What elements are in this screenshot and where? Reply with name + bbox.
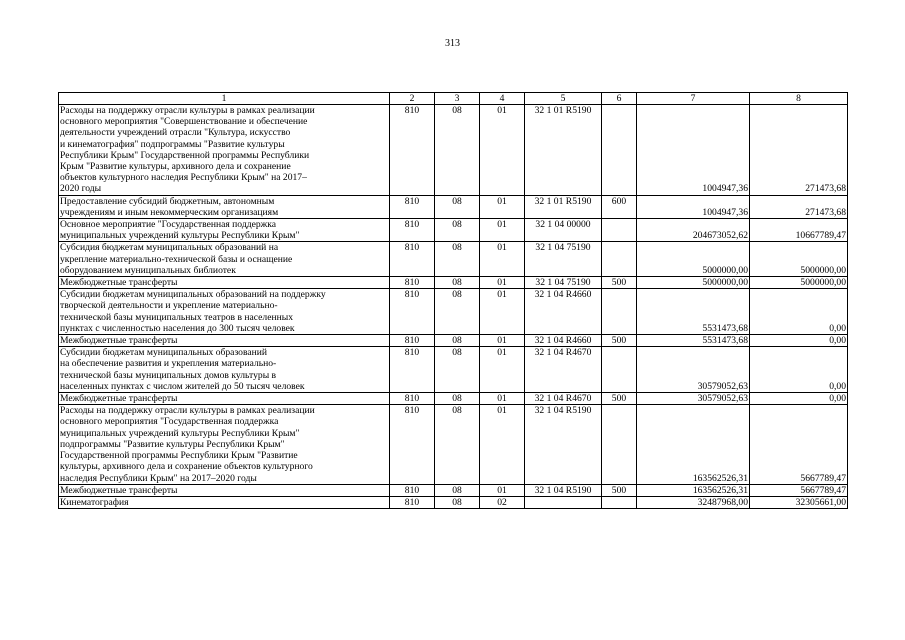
table-row <box>59 195 848 218</box>
target-article-cell: 32 1 04 R4660 <box>525 335 602 347</box>
subsection-code-cell: 01 <box>480 289 525 335</box>
row-name-line: основного мероприятия "Совершенствование и обеспечение <box>60 116 308 128</box>
row-name-line: деятельности учреждений отрасли "Культура, искусство <box>60 127 291 139</box>
page-number: 313 <box>445 38 460 49</box>
row-name-cell <box>59 289 390 335</box>
amount-col7-cell: 30579052,63 <box>637 393 750 405</box>
row-name-line: Государственной программы Республики Крым "Развитие <box>60 450 298 462</box>
table-header-row <box>59 93 848 105</box>
row-name-line: Кинематография <box>60 496 129 508</box>
row-name-cell <box>59 405 390 484</box>
target-article-cell: 32 1 04 R4670 <box>525 393 602 405</box>
table-row <box>59 219 848 242</box>
row-name-line: Основное мероприятие "Государственная поддержка <box>60 219 277 231</box>
amount-col8-cell: 0,00 <box>750 335 848 347</box>
amount-col7-cell: 5531473,68 <box>637 335 750 347</box>
table-row <box>59 484 848 496</box>
target-article-cell: 32 1 04 75190 <box>525 277 602 289</box>
row-name-cell <box>59 242 390 277</box>
amount-col8-cell: 5667789,47 <box>750 405 848 484</box>
target-article-cell: 32 1 04 R5190 <box>525 405 602 484</box>
expense-type-cell: 500 <box>602 484 637 496</box>
subsection-code-cell: 01 <box>480 484 525 496</box>
target-article-cell: 32 1 04 R5190 <box>525 484 602 496</box>
amount-col8-cell: 0,00 <box>750 393 848 405</box>
subsection-code-cell: 01 <box>480 335 525 347</box>
header-cell: 6 <box>602 93 637 105</box>
subsection-code-cell: 01 <box>480 242 525 277</box>
expense-type-cell <box>602 219 637 242</box>
budget-table <box>58 92 848 509</box>
subsection-code-cell: 01 <box>480 277 525 289</box>
row-name-line: 2020 годы <box>60 183 102 195</box>
header-cell: 2 <box>390 93 435 105</box>
row-name-line: пунктах с численностью населения до 300 тысяч человек <box>60 322 295 334</box>
ministry-code-cell: 810 <box>390 405 435 484</box>
row-name-line: Предоставление субсидий бюджетным, автономным <box>60 195 275 207</box>
row-name-line: Расходы на поддержку отрасли культуры в рамках реализации <box>60 105 315 116</box>
amount-col7-cell: 204673052,62 <box>637 219 750 242</box>
table-row <box>59 242 848 277</box>
amount-col7-cell: 163562526,31 <box>637 484 750 496</box>
amount-col8-cell: 32305661,00 <box>750 496 848 508</box>
row-name-line: технической базы муниципальных домов культуры в <box>60 369 277 381</box>
amount-col8-cell: 271473,68 <box>750 105 848 196</box>
ministry-code-cell: 810 <box>390 289 435 335</box>
table-row <box>59 393 848 405</box>
subsection-code-cell: 01 <box>480 105 525 196</box>
table-row <box>59 347 848 393</box>
amount-col8-cell: 271473,68 <box>750 195 848 218</box>
amount-col7-cell: 5000000,00 <box>637 242 750 277</box>
row-name-line: Межбюджетные трансферты <box>60 277 178 289</box>
ministry-code-cell: 810 <box>390 195 435 218</box>
row-name-cell <box>59 105 390 196</box>
table-row <box>59 496 848 508</box>
row-name-line: культуры, архивного дела и сохранение объектов культурного <box>60 461 313 473</box>
row-name-line: наследия Республики Крым" на 2017–2020 годы <box>60 472 257 484</box>
expense-type-cell: 500 <box>602 277 637 289</box>
row-name-cell <box>59 219 390 242</box>
subsection-code-cell: 01 <box>480 405 525 484</box>
header-cell: 3 <box>435 93 480 105</box>
row-name-line: технической базы муниципальных театров в населенных <box>60 311 293 323</box>
subsection-code-cell: 01 <box>480 219 525 242</box>
row-name-line: творческой деятельности и укрепление материально- <box>60 300 278 312</box>
section-code-cell: 08 <box>435 105 480 196</box>
section-code-cell: 08 <box>435 289 480 335</box>
table-row <box>59 277 848 289</box>
row-name-line: учреждениям и иным некоммерческим организациям <box>60 206 279 218</box>
header-cell: 7 <box>637 93 750 105</box>
row-name-cell <box>59 496 390 508</box>
amount-col7-cell: 5000000,00 <box>637 277 750 289</box>
amount-col7-cell: 163562526,31 <box>637 405 750 484</box>
subsection-code-cell: 01 <box>480 347 525 393</box>
row-name-line: Межбюджетные трансферты <box>60 393 178 405</box>
row-name-line: и кинематография" подпрограммы "Развитие культуры <box>60 138 285 150</box>
row-name-line: Межбюджетные трансферты <box>60 335 178 347</box>
ministry-code-cell: 810 <box>390 219 435 242</box>
header-cell: 4 <box>480 93 525 105</box>
ministry-code-cell: 810 <box>390 347 435 393</box>
amount-col7-cell: 30579052,63 <box>637 347 750 393</box>
expense-type-cell <box>602 496 637 508</box>
amount-col8-cell: 10667789,47 <box>750 219 848 242</box>
row-name-line: Субсидии бюджетам муниципальных образований на поддержку <box>60 289 326 301</box>
expense-type-cell <box>602 347 637 393</box>
ministry-code-cell: 810 <box>390 484 435 496</box>
expense-type-cell: 600 <box>602 195 637 218</box>
target-article-cell: 32 1 01 R5190 <box>525 105 602 196</box>
row-name-cell <box>59 195 390 218</box>
ministry-code-cell: 810 <box>390 335 435 347</box>
ministry-code-cell: 810 <box>390 496 435 508</box>
target-article-cell: 32 1 04 75190 <box>525 242 602 277</box>
row-name-cell <box>59 484 390 496</box>
section-code-cell: 08 <box>435 484 480 496</box>
expense-type-cell <box>602 405 637 484</box>
ministry-code-cell: 810 <box>390 393 435 405</box>
row-name-cell <box>59 347 390 393</box>
amount-col8-cell: 5667789,47 <box>750 484 848 496</box>
amount-col8-cell: 5000000,00 <box>750 242 848 277</box>
subsection-code-cell: 02 <box>480 496 525 508</box>
section-code-cell: 08 <box>435 277 480 289</box>
table-row <box>59 105 848 196</box>
section-code-cell: 08 <box>435 335 480 347</box>
ministry-code-cell: 810 <box>390 242 435 277</box>
table-row <box>59 335 848 347</box>
section-code-cell: 08 <box>435 347 480 393</box>
row-name-line: муниципальных учреждений культуры Республики Крым" <box>60 230 300 242</box>
row-name-line: на обеспечение развития и укрепления материально- <box>60 358 277 370</box>
header-cell: 8 <box>750 93 848 105</box>
ministry-code-cell: 810 <box>390 277 435 289</box>
expense-type-cell: 500 <box>602 335 637 347</box>
row-name-cell <box>59 393 390 405</box>
amount-col8-cell: 5000000,00 <box>750 277 848 289</box>
row-name-line: основного мероприятия "Государственная поддержка <box>60 416 279 428</box>
target-article-cell: 32 1 01 R5190 <box>525 195 602 218</box>
expense-type-cell <box>602 105 637 196</box>
target-article-cell: 32 1 04 00000 <box>525 219 602 242</box>
section-code-cell: 08 <box>435 219 480 242</box>
expense-type-cell: 500 <box>602 393 637 405</box>
expense-type-cell <box>602 289 637 335</box>
amount-col7-cell: 1004947,36 <box>637 105 750 196</box>
amount-col7-cell: 32487968,00 <box>637 496 750 508</box>
section-code-cell: 08 <box>435 405 480 484</box>
ministry-code-cell: 810 <box>390 105 435 196</box>
table-row <box>59 289 848 335</box>
subsection-code-cell: 01 <box>480 195 525 218</box>
expense-type-cell <box>602 242 637 277</box>
row-name-line: Республики Крым" Государственной программы Республики <box>60 149 310 161</box>
row-name-line: подпрограммы "Развитие культуры Республики Крым" <box>60 438 285 450</box>
row-name-cell <box>59 335 390 347</box>
row-name-line: муниципальных учреждений культуры Республики Крым" <box>60 427 300 439</box>
section-code-cell: 08 <box>435 496 480 508</box>
row-name-line: Субсидии бюджетам муниципальных образований <box>60 347 268 359</box>
target-article-cell: 32 1 04 R4670 <box>525 347 602 393</box>
section-code-cell: 08 <box>435 242 480 277</box>
row-name-line: Крым "Развитие культуры, архивного дела и сохранение <box>60 161 291 173</box>
row-name-line: Межбюджетные трансферты <box>60 484 178 496</box>
section-code-cell: 08 <box>435 195 480 218</box>
subsection-code-cell: 01 <box>480 393 525 405</box>
table-row <box>59 405 848 484</box>
amount-col8-cell: 0,00 <box>750 347 848 393</box>
target-article-cell: 32 1 04 R4660 <box>525 289 602 335</box>
row-name-line: Расходы на поддержку отрасли культуры в рамках реализации <box>60 405 315 417</box>
header-cell: 5 <box>525 93 602 105</box>
header-cell: 1 <box>59 93 390 105</box>
amount-col7-cell: 5531473,68 <box>637 289 750 335</box>
amount-col8-cell: 0,00 <box>750 289 848 335</box>
section-code-cell: 08 <box>435 393 480 405</box>
row-name-cell <box>59 277 390 289</box>
row-name-line: объектов культурного наследия Республики Крым" на 2017– <box>60 172 307 184</box>
amount-col7-cell: 1004947,36 <box>637 195 750 218</box>
row-name-line: населенных пунктах с числом жителей до 50 тысяч человек <box>60 380 305 392</box>
target-article-cell <box>525 496 602 508</box>
row-name-line: укрепление материально-технической базы и оснащение <box>60 253 293 265</box>
row-name-line: Субсидия бюджетам муниципальных образований на <box>60 242 279 254</box>
row-name-line: оборудованием муниципальных библиотек <box>60 264 236 276</box>
